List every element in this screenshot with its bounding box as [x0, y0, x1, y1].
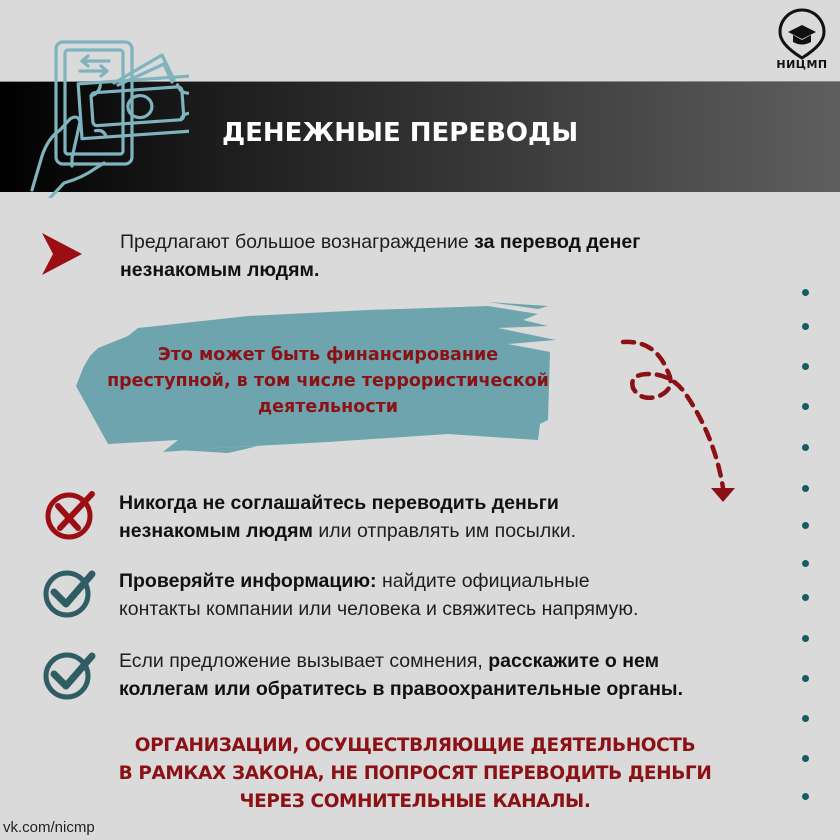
dot	[802, 522, 809, 529]
arrow-right-icon	[40, 230, 84, 278]
dot	[802, 755, 809, 762]
dot	[802, 635, 809, 642]
footer-warning: ОРГАНИЗАЦИИ, ОСУЩЕСТВЛЯЮЩИЕ ДЕЯТЕЛЬНОСТЬ В РАМКАХ ЗАКОНА, НЕ ПОПРОСЯТ ПЕРЕВОДИТЬ ДЕНЬГИ ЧЕРЕЗ СОМНИТЕЛЬНЫЕ КАНАЛЫ.	[118, 735, 712, 812]
dot	[802, 403, 809, 410]
tip-verify-info: Проверяйте информацию: найдите официальные контакты компании или человека и свяжитесь напрямую.	[119, 570, 639, 620]
dot	[802, 323, 809, 330]
phone-money-transfer-icon	[14, 38, 189, 198]
logo-text: НИЦМП	[776, 58, 828, 71]
dot	[802, 363, 809, 370]
check-circle-icon	[40, 564, 98, 622]
cross-circle-icon	[42, 486, 100, 544]
check-circle-icon	[40, 646, 98, 704]
decorative-dots	[802, 0, 810, 840]
dot	[802, 444, 809, 451]
dot	[802, 289, 809, 296]
dot	[802, 594, 809, 601]
highlight-text: Это может быть финансирование преступной, в том числе террористической деятельности	[107, 345, 549, 417]
page-title: ДЕНЕЖНЫЕ ПЕРЕВОДЫ	[222, 118, 579, 148]
dashed-arrow-icon	[615, 330, 740, 510]
vk-link[interactable]: vk.com/nicmp	[3, 819, 95, 836]
dot	[802, 560, 809, 567]
dot	[802, 675, 809, 682]
tip-report-doubts: Если предложение вызывает сомнения, расскажите о нем коллегам или обратитесь в правоохранительные органы.	[119, 650, 683, 700]
dot	[802, 485, 809, 492]
dot	[802, 793, 809, 800]
intro-text: Предлагают большое вознаграждение за перевод денег незнакомым людям.	[120, 231, 641, 281]
dot	[802, 715, 809, 722]
tip-never-transfer: Никогда не соглашайтесь переводить деньги незнакомым людям или отправлять им посылки.	[119, 492, 577, 542]
